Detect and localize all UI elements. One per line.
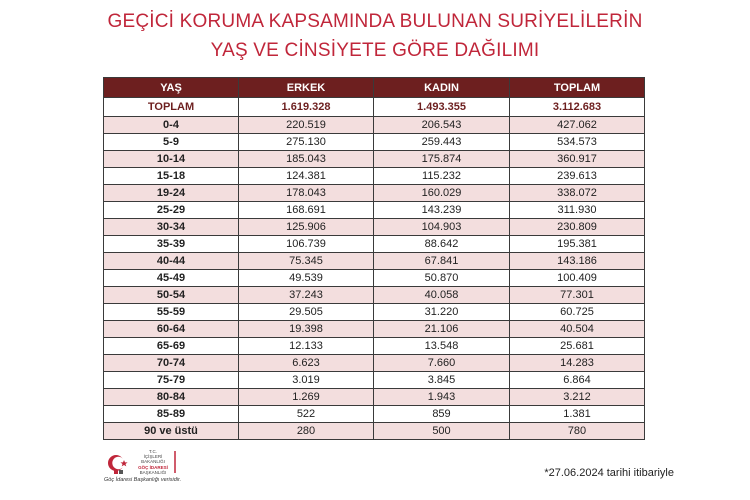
male-cell: 6.623	[239, 355, 374, 372]
header-female: KADIN	[374, 78, 510, 98]
age-cell: 10-14	[104, 151, 239, 168]
male-cell: 19.398	[239, 321, 374, 338]
table-row	[104, 372, 645, 389]
table-row	[104, 185, 645, 202]
total-cell: 60.725	[510, 304, 645, 321]
table-row	[104, 253, 645, 270]
total-cell: 230.809	[510, 219, 645, 236]
female-cell: 104.903	[374, 219, 510, 236]
male-cell: 106.739	[239, 236, 374, 253]
female-cell: 859	[374, 406, 510, 423]
age-cell: 30-34	[104, 219, 239, 236]
header-age: YAŞ	[104, 78, 239, 98]
total-cell: 6.864	[510, 372, 645, 389]
date-footnote: *27.06.2024 tarihi itibariyle	[544, 467, 674, 479]
total-female: 1.493.355	[374, 98, 510, 117]
age-cell: 40-44	[104, 253, 239, 270]
age-cell: 45-49	[104, 270, 239, 287]
male-cell: 75.345	[239, 253, 374, 270]
total-cell: 40.504	[510, 321, 645, 338]
header-male: ERKEK	[239, 78, 374, 98]
header-total: TOPLAM	[510, 78, 645, 98]
male-cell: 1.269	[239, 389, 374, 406]
age-cell: 50-54	[104, 287, 239, 304]
table-row	[104, 202, 645, 219]
female-cell: 143.239	[374, 202, 510, 219]
age-cell: 80-84	[104, 389, 239, 406]
table-header-row	[104, 78, 645, 98]
table-row	[104, 321, 645, 338]
table-row	[104, 117, 645, 134]
table-row	[104, 168, 645, 185]
total-cell: 311.930	[510, 202, 645, 219]
age-cell: 60-64	[104, 321, 239, 338]
table-row	[104, 151, 645, 168]
female-cell: 259.443	[374, 134, 510, 151]
age-cell: 15-18	[104, 168, 239, 185]
total-cell: 100.409	[510, 270, 645, 287]
male-cell: 185.043	[239, 151, 374, 168]
table-row	[104, 219, 645, 236]
table-row	[104, 389, 645, 406]
age-cell: 5-9	[104, 134, 239, 151]
female-cell: 1.943	[374, 389, 510, 406]
male-cell: 37.243	[239, 287, 374, 304]
organization-name: T.C. İÇİŞLERİ BAKANLIĞI GÖÇ İDARESİ BAŞKANLIĞI	[138, 449, 168, 475]
total-cell: 77.301	[510, 287, 645, 304]
male-cell: 178.043	[239, 185, 374, 202]
age-cell: 90 ve üstü	[104, 423, 239, 440]
age-cell: 85-89	[104, 406, 239, 423]
total-all: 3.112.683	[510, 98, 645, 117]
total-male: 1.619.328	[239, 98, 374, 117]
distribution-table	[103, 77, 645, 440]
total-cell: 338.072	[510, 185, 645, 202]
female-cell: 31.220	[374, 304, 510, 321]
total-cell: 780	[510, 423, 645, 440]
total-cell: 360.917	[510, 151, 645, 168]
male-cell: 125.906	[239, 219, 374, 236]
age-cell: 55-59	[104, 304, 239, 321]
female-cell: 115.232	[374, 168, 510, 185]
age-cell: 65-69	[104, 338, 239, 355]
male-cell: 124.381	[239, 168, 374, 185]
total-cell: 195.381	[510, 236, 645, 253]
male-cell: 275.130	[239, 134, 374, 151]
female-cell: 160.029	[374, 185, 510, 202]
age-cell: 0-4	[104, 117, 239, 134]
table-row	[104, 287, 645, 304]
female-cell: 13.548	[374, 338, 510, 355]
table-row	[104, 270, 645, 287]
female-cell: 88.642	[374, 236, 510, 253]
female-cell: 7.660	[374, 355, 510, 372]
age-cell: 35-39	[104, 236, 239, 253]
table-row	[104, 423, 645, 440]
total-row	[104, 98, 645, 117]
total-cell: 1.381	[510, 406, 645, 423]
male-cell: 12.133	[239, 338, 374, 355]
table-row	[104, 338, 645, 355]
male-cell: 3.019	[239, 372, 374, 389]
female-cell: 500	[374, 423, 510, 440]
table-row	[104, 236, 645, 253]
female-cell: 175.874	[374, 151, 510, 168]
logo-caption: Göç İdaresi Başkanlığı verisidir.	[104, 477, 182, 483]
age-cell: 25-29	[104, 202, 239, 219]
total-cell: 427.062	[510, 117, 645, 134]
total-cell: 14.283	[510, 355, 645, 372]
age-cell: 75-79	[104, 372, 239, 389]
page-title-line-2: YAŞ VE CİNSİYETE GÖRE DAĞILIMI	[210, 40, 540, 61]
female-cell: 40.058	[374, 287, 510, 304]
male-cell: 49.539	[239, 270, 374, 287]
male-cell: 220.519	[239, 117, 374, 134]
female-cell: 206.543	[374, 117, 510, 134]
total-cell: 534.573	[510, 134, 645, 151]
table-row	[104, 304, 645, 321]
page-title-line-1: GEÇİCİ KORUMA KAPSAMINDA BULUNAN SURİYELİLERİN	[107, 11, 643, 32]
age-cell: 19-24	[104, 185, 239, 202]
total-cell: 143.186	[510, 253, 645, 270]
table-row	[104, 134, 645, 151]
male-cell: 280	[239, 423, 374, 440]
total-cell: 25.681	[510, 338, 645, 355]
table-row	[104, 355, 645, 372]
female-cell: 21.106	[374, 321, 510, 338]
female-cell: 3.845	[374, 372, 510, 389]
male-cell: 522	[239, 406, 374, 423]
table-row	[104, 406, 645, 423]
total-cell: 239.613	[510, 168, 645, 185]
age-cell: 70-74	[104, 355, 239, 372]
male-cell: 168.691	[239, 202, 374, 219]
female-cell: 50.870	[374, 270, 510, 287]
male-cell: 29.505	[239, 304, 374, 321]
female-cell: 67.841	[374, 253, 510, 270]
total-cell: 3.212	[510, 389, 645, 406]
total-label: TOPLAM	[104, 98, 239, 117]
